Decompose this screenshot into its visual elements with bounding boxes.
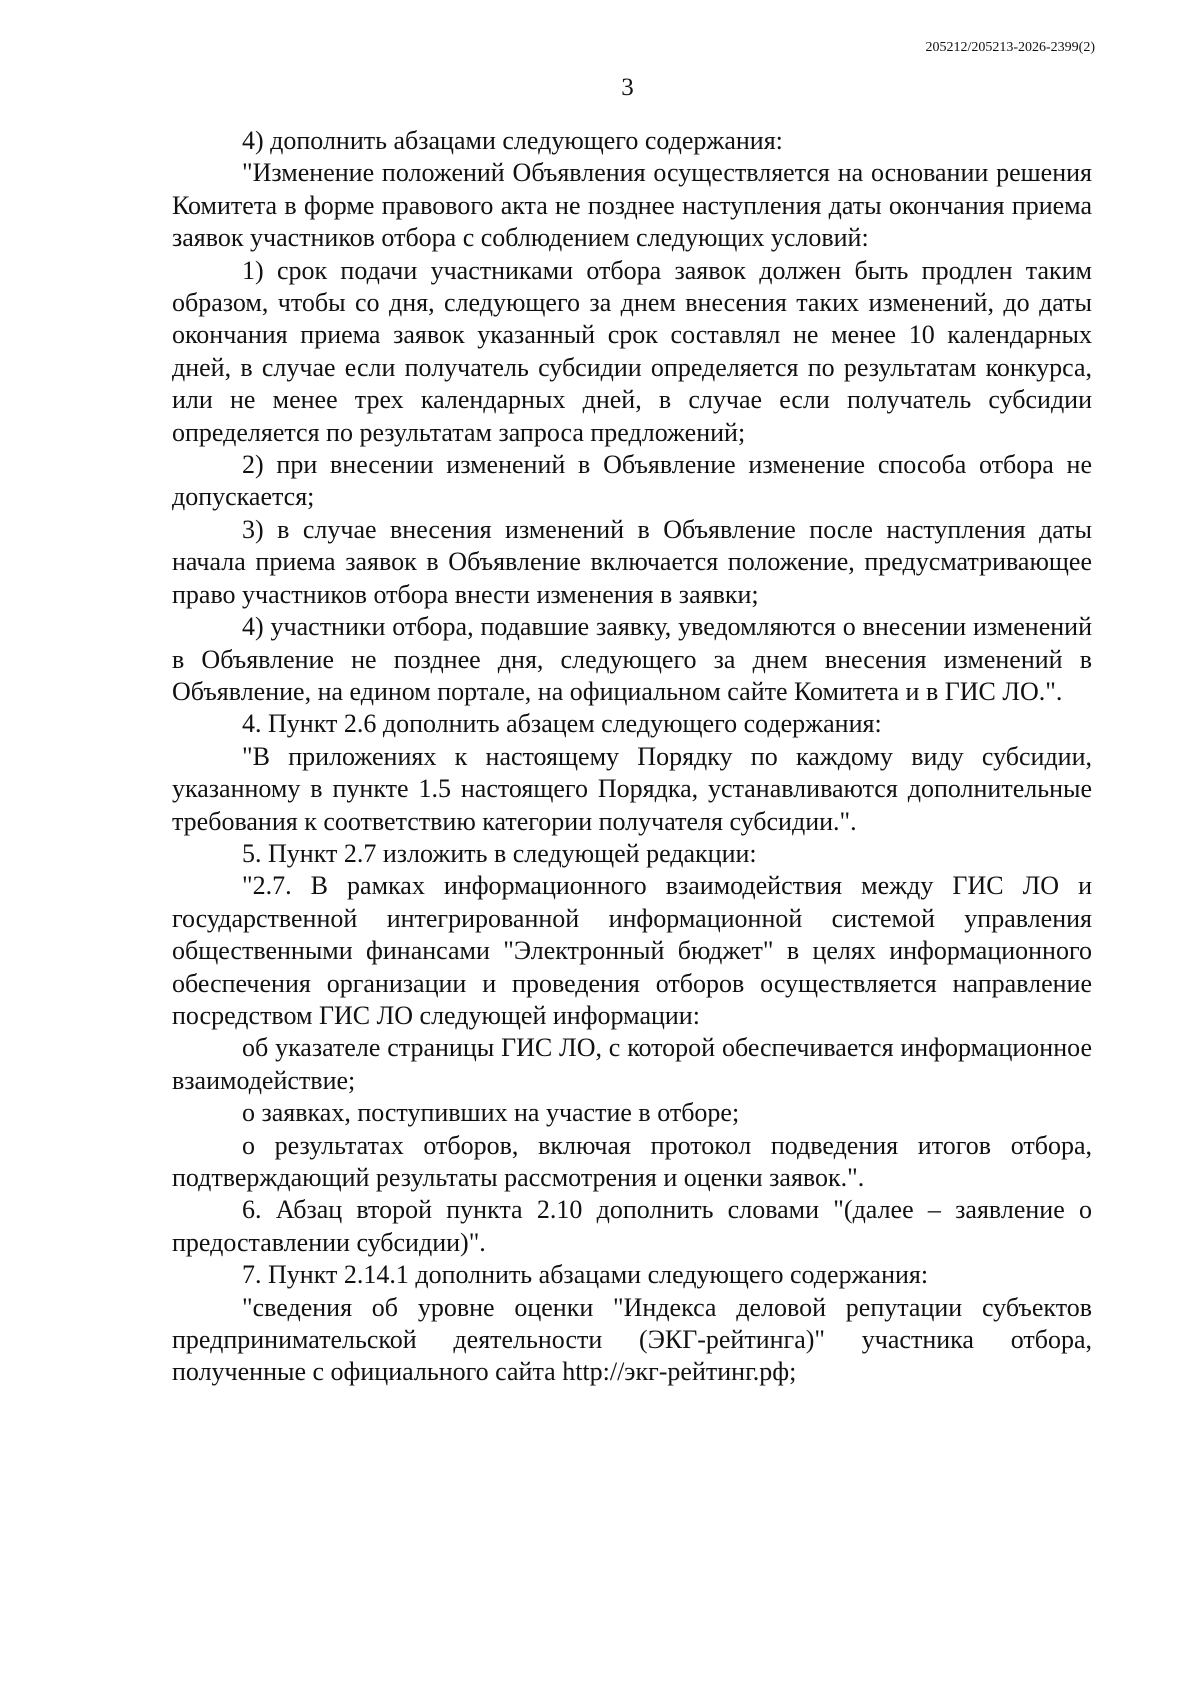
paragraph: о заявках, поступивших на участие в отборе; <box>242 1098 740 1128</box>
paragraph: "сведения об уровне оценки "Индекса деловой репутации субъектов предпринимательской деятельности (ЭКГ-рейтинга)" участника отбора, полученные с официального сайта http://экг-рейтинг.рф; <box>172 1292 1092 1387</box>
paragraph: 3) в случае внесения изменений в Объявление после наступления даты начала приема заявок в Объявление включается положение, предусматривающее право участников отбора внести изменения в заявки; <box>172 514 1092 609</box>
paragraph: об указателе страницы ГИС ЛО, с которой обеспечивается информационное взаимодействие; <box>172 1033 1092 1095</box>
document-id: 205212/205213-2026-2399(2) <box>925 40 1095 55</box>
paragraph: "2.7. В рамках информационного взаимодействия между ГИС ЛО и государственной интегрированной информационной системой управления общественными финансами "Электронный бюджет" в целях информационного обеспечения организации и проведения отборов осуществляется направление посредством ГИС ЛО следующей информации: <box>172 871 1092 1030</box>
paragraph: 2) при внесении изменений в Объявление изменение способа отбора не допускается; <box>172 450 1092 512</box>
page-number: 3 <box>621 74 634 101</box>
paragraph: 4) дополнить абзацами следующего содержания: <box>242 126 783 155</box>
paragraph: 4) участники отбора, подавшие заявку, уведомляются о внесении изменений в Объявление не позднее дня, следующего за днем внесения изменений в Объявление, на едином портале, на официальном сайте Комитета и в ГИС ЛО.". <box>172 612 1092 706</box>
paragraph: 6. Абзац второй пункта 2.10 дополнить словами "(далее – заявление о предоставлении субсидии)". <box>172 1195 1092 1257</box>
paragraph: 4. Пункт 2.6 дополнить абзацем следующего содержания: <box>242 709 882 739</box>
paragraph: 1) срок подачи участниками отбора заявок должен быть продлен таким образом, чтобы со дня, следующего за днем внесения таких изменений, до даты окончания приема заявок указанный срок составлял не менее 10 календарных дней, в случае если получатель субсидии определяется по результатам конкурса, или не менее трех календарных дней, в случае если получатель субсидии определяется по результатам запроса предложений; <box>172 255 1092 447</box>
paragraph: 7. Пункт 2.14.1 дополнить абзацами следующего содержания: <box>242 1260 929 1290</box>
paragraph: о результатах отборов, включая протокол подведения итогов отбора, подтверждающий результаты рассмотрения и оценки заявок.". <box>172 1130 1092 1192</box>
paragraph: 5. Пункт 2.7 изложить в следующей редакции: <box>242 838 757 868</box>
paragraph: "Изменение положений Объявления осуществляется на основании решения Комитета в форме правового акта не позднее наступления даты окончания приема заявок участников отбора с соблюдением следующих условий: <box>172 158 1092 253</box>
document-body <box>172 125 1092 1389</box>
paragraph: "В приложениях к настоящему Порядку по каждому виду субсидии, указанному в пункте 1.5 настоящего Порядка, устанавливаются дополнительные требования к соответствию категории получателя субсидии.". <box>172 741 1092 836</box>
